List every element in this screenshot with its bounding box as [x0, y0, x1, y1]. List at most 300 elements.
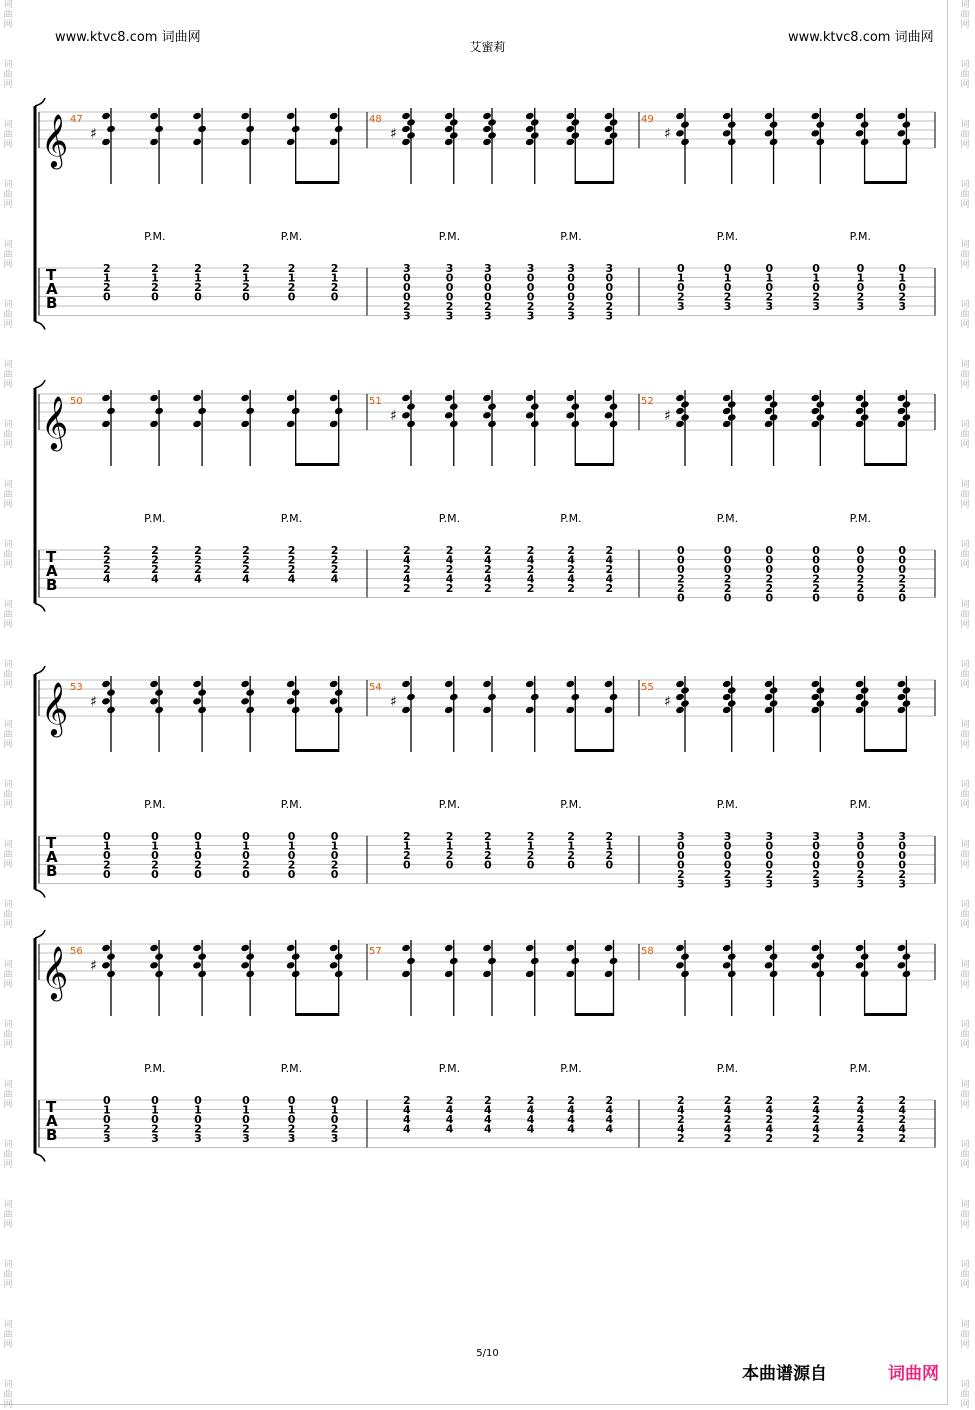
tab-fret-number: 0	[330, 1113, 339, 1126]
tab-fret-number: 0	[330, 830, 339, 843]
tab-fret-number: 4	[812, 1103, 820, 1117]
tab-fret-number: 2	[898, 1113, 907, 1126]
note-head	[722, 944, 732, 952]
watermark-glyph: 词 曲 网	[960, 540, 970, 570]
tab-fret-number: 2	[567, 830, 575, 843]
tab-fret-number: 2	[287, 858, 296, 872]
tab-fret-number: 4	[445, 1103, 454, 1117]
watermark-glyph: 词 曲 网	[3, 1020, 13, 1050]
watermark-glyph: 词 曲 网	[3, 1200, 13, 1230]
tab-fret-number: 2	[445, 563, 454, 576]
note-head	[722, 407, 732, 415]
measure-48	[369, 108, 618, 323]
tab-fret-number: 2	[723, 290, 732, 304]
tab-fret-number: 0	[898, 849, 907, 862]
tab-fret-number: 2	[242, 262, 250, 275]
note-head	[286, 680, 296, 688]
measure-number: 58	[641, 946, 654, 957]
tab-fret-number: 1	[403, 839, 411, 853]
tab-fret-number: 4	[765, 1103, 774, 1117]
tab-fret-number: 3	[526, 309, 535, 323]
note-head	[286, 112, 296, 120]
tab-fret-number: 1	[526, 839, 535, 853]
note-beam	[296, 749, 339, 752]
tab-fret-number: 2	[765, 1132, 774, 1145]
page-number: 5/10	[476, 1348, 499, 1359]
note-head	[855, 394, 865, 402]
tab-fret-number: 0	[526, 271, 535, 285]
tab-fret-number: 4	[151, 572, 159, 586]
tab-fret-number: 0	[194, 849, 202, 862]
tab-fret-number: 2	[677, 572, 685, 586]
tab-fret-number: 2	[330, 281, 339, 294]
tab-fret-number: 0	[765, 544, 774, 557]
note-head	[329, 944, 339, 952]
tab-fret-number: 4	[403, 1103, 411, 1117]
note-head	[240, 394, 250, 402]
tab-fret-number: 2	[151, 544, 159, 557]
note-head	[329, 680, 339, 688]
note-head	[722, 112, 732, 120]
watermark-glyph: 词 曲 网	[960, 1320, 970, 1350]
tab-fret-number: 0	[677, 553, 685, 567]
tab-fret-number: 0	[567, 271, 575, 285]
tab-fret-number: 3	[151, 1132, 159, 1145]
note-head	[149, 944, 159, 952]
tab-fret-number: 2	[287, 544, 296, 557]
note-head	[401, 944, 411, 952]
tab-fret-number: 0	[677, 591, 685, 605]
tab-fret-number: 0	[445, 858, 454, 872]
tab-fret-number: 2	[330, 553, 339, 567]
measure-number: 51	[369, 396, 382, 407]
palm-mute-label: P.M.	[438, 230, 461, 243]
tab-fret-number: 0	[812, 591, 820, 605]
tab-fret-number: 4	[484, 1103, 492, 1117]
bracket-hook-bottom	[35, 604, 45, 612]
watermark-glyph: 词 曲 网	[3, 1320, 13, 1350]
tab-fret-number: 2	[484, 1094, 492, 1107]
tab-fret-number: 0	[103, 849, 111, 862]
tab-fret-number: 2	[765, 868, 774, 881]
tab-fret-number: 2	[677, 290, 685, 304]
note-head	[482, 944, 492, 952]
tab-fret-number: 0	[856, 849, 865, 862]
tab-fret-number: 2	[484, 563, 492, 576]
watermark-glyph: 词 曲 网	[3, 960, 13, 990]
note-head	[897, 112, 907, 120]
tab-fret-number: 2	[103, 858, 111, 872]
treble-clef-icon: 𝄞	[41, 945, 69, 999]
tab-fret-number: 4	[445, 553, 454, 567]
note-head	[722, 693, 732, 701]
watermark-glyph: 词 曲 网	[960, 720, 970, 750]
tab-fret-number: 4	[484, 1122, 492, 1136]
note-head	[811, 693, 821, 701]
note-head	[525, 944, 535, 952]
palm-mute-label: P.M.	[280, 230, 303, 243]
bracket-hook-top	[35, 666, 45, 674]
tab-fret-number: 4	[526, 572, 535, 586]
tab-fret-number: 4	[403, 1113, 411, 1126]
tab-fret-number: 2	[723, 868, 732, 881]
tab-fret-number: 3	[812, 830, 820, 843]
note-head	[855, 944, 865, 952]
tab-clef-letter: T	[46, 266, 57, 284]
watermark-glyph: 词 曲 网	[3, 240, 13, 270]
tab-fret-number: 0	[242, 868, 250, 881]
tab-fret-number: 2	[856, 1094, 865, 1107]
note-head	[192, 394, 202, 402]
note-head	[811, 407, 821, 415]
tab-fret-number: 4	[445, 1113, 454, 1126]
tab-fret-number: 4	[484, 553, 492, 567]
tab-fret-number: 3	[567, 262, 575, 275]
tab-fret-number: 2	[242, 563, 250, 576]
tab-fret-number: 0	[242, 849, 250, 862]
tab-fret-number: 4	[898, 1103, 907, 1117]
tab-fret-number: 1	[151, 839, 159, 853]
note-head	[401, 394, 411, 402]
tab-fret-number: 2	[403, 1094, 411, 1107]
note-head	[101, 394, 111, 402]
tab-fret-number: 0	[677, 544, 685, 557]
note-head	[101, 112, 111, 120]
tab-fret-number: 3	[287, 1132, 296, 1145]
tab-fret-number: 2	[765, 582, 774, 595]
note-head	[675, 394, 685, 402]
tab-fret-number: 4	[484, 572, 492, 586]
tab-fret-number: 1	[242, 839, 250, 853]
tab-fret-number: 2	[567, 300, 575, 313]
watermark-glyph: 词 曲 网	[3, 900, 13, 930]
sharp-accidental: ♯	[390, 126, 397, 142]
tab-fret-number: 1	[103, 1103, 111, 1117]
tab-fret-number: 2	[765, 1094, 774, 1107]
tab-fret-number: 0	[242, 830, 250, 843]
tab-fret-number: 0	[812, 849, 820, 862]
tab-fret-number: 0	[403, 271, 411, 285]
tab-fret-number: 2	[445, 1094, 454, 1107]
tab-fret-number: 0	[151, 830, 159, 843]
note-head	[149, 394, 159, 402]
tab-fret-number: 2	[605, 300, 614, 313]
note-beam	[575, 181, 613, 184]
note-head	[855, 112, 865, 120]
tab-fret-number: 4	[567, 572, 575, 586]
tab-fret-number: 4	[287, 572, 296, 586]
tab-fret-number: 0	[194, 1094, 202, 1107]
measure-number: 57	[369, 946, 382, 957]
watermark-glyph: 词 曲 网	[960, 360, 970, 390]
tab-fret-number: 4	[605, 1103, 614, 1117]
note-head	[811, 112, 821, 120]
tab-fret-number: 2	[812, 868, 820, 881]
tab-fret-number: 2	[445, 830, 454, 843]
note-head	[764, 680, 774, 688]
tab-clef-letter: T	[46, 1098, 57, 1116]
tab-fret-number: 2	[103, 563, 111, 576]
tab-fret-number: 2	[856, 290, 865, 304]
tab-fret-number: 0	[856, 563, 865, 576]
note-head	[401, 125, 411, 133]
treble-clef-icon: 𝄞	[41, 395, 69, 449]
measure-55	[641, 676, 911, 891]
tab-fret-number: 4	[330, 572, 339, 586]
tab-fret-number: 2	[151, 553, 159, 567]
tab-fret-number: 0	[605, 290, 614, 304]
note-head	[604, 394, 614, 402]
tab-fret-number: 2	[605, 563, 614, 576]
tab-fret-number: 4	[484, 1113, 492, 1126]
tab-fret-number: 2	[151, 262, 159, 275]
tab-fret-number: 3	[484, 262, 492, 275]
tab-fret-number: 2	[765, 1113, 774, 1126]
note-beam	[575, 463, 613, 466]
tab-fret-number: 2	[484, 544, 492, 557]
tab-fret-number: 0	[194, 830, 202, 843]
tab-clef-letter: B	[46, 576, 58, 594]
tab-fret-number: 2	[194, 1122, 202, 1136]
tab-fret-number: 1	[103, 839, 111, 853]
note-head	[149, 680, 159, 688]
tab-fret-number: 4	[856, 1122, 865, 1136]
note-head	[192, 112, 202, 120]
note-head	[240, 112, 250, 120]
note-head	[722, 394, 732, 402]
tab-fret-number: 0	[445, 271, 454, 285]
tab-fret-number: 3	[898, 300, 907, 313]
tab-fret-number: 0	[812, 563, 820, 576]
watermark-glyph: 词 曲 网	[3, 780, 13, 810]
tab-fret-number: 0	[103, 1094, 111, 1107]
header-site-left[interactable]: www.ktvc8.com 词曲网	[55, 30, 201, 45]
note-head	[444, 112, 454, 120]
tab-fret-number: 2	[151, 1122, 159, 1136]
note-head	[329, 112, 339, 120]
tab-fret-number: 2	[898, 290, 907, 304]
tab-fret-number: 4	[242, 572, 250, 586]
note-head	[675, 693, 685, 701]
tab-fret-number: 1	[812, 271, 820, 285]
tab-fret-number: 2	[677, 582, 685, 595]
note-head	[897, 680, 907, 688]
tab-fret-number: 2	[723, 1113, 732, 1126]
note-head	[565, 394, 575, 402]
tab-fret-number: 2	[287, 281, 296, 294]
tab-fret-number: 2	[242, 1122, 250, 1136]
note-head	[286, 394, 296, 402]
header-site-right[interactable]: www.ktvc8.com 词曲网	[788, 30, 934, 45]
tab-fret-number: 0	[812, 262, 820, 275]
tab-fret-number: 0	[605, 271, 614, 285]
tab-fret-number: 0	[242, 1113, 250, 1126]
treble-clef-icon: 𝄞	[41, 681, 69, 735]
tab-fret-number: 2	[856, 1113, 865, 1126]
tab-fret-number: 0	[151, 1094, 159, 1107]
tab-fret-number: 0	[765, 553, 774, 567]
tab-fret-number: 2	[445, 300, 454, 313]
tab-fret-number: 1	[765, 271, 774, 285]
palm-mute-label: P.M.	[849, 798, 871, 811]
tab-fret-number: 0	[194, 290, 202, 304]
tab-fret-number: 2	[856, 868, 865, 881]
tab-fret-number: 0	[765, 591, 774, 605]
tab-fret-number: 3	[242, 1132, 250, 1145]
tab-fret-number: 0	[151, 290, 159, 304]
tab-fret-number: 0	[812, 281, 820, 294]
tab-fret-number: 2	[194, 563, 202, 576]
tab-fret-number: 1	[194, 271, 202, 285]
tab-fret-number: 4	[526, 1103, 535, 1117]
watermark-glyph: 词 曲 网	[3, 120, 13, 150]
tab-fret-number: 0	[484, 858, 492, 872]
system-1	[35, 98, 935, 330]
tab-clef-letter: T	[46, 548, 57, 566]
tab-fret-number: 2	[765, 290, 774, 304]
tab-fret-number: 3	[765, 830, 774, 843]
note-head	[444, 680, 454, 688]
watermark-glyph: 词 曲 网	[3, 480, 13, 510]
tab-fret-number: 0	[812, 544, 820, 557]
bracket-hook-top	[35, 930, 45, 938]
tab-fret-number: 0	[151, 868, 159, 881]
tab-fret-number: 0	[898, 563, 907, 576]
note-head	[604, 112, 614, 120]
tab-fret-number: 0	[287, 1113, 296, 1126]
tab-fret-number: 3	[677, 300, 685, 313]
tab-fret-number: 2	[812, 1094, 820, 1107]
tab-fret-number: 0	[103, 1113, 111, 1126]
sharp-accidental: ♯	[664, 126, 671, 142]
tab-fret-number: 1	[445, 839, 454, 853]
tab-fret-number: 0	[403, 290, 411, 304]
tab-fret-number: 0	[856, 858, 865, 872]
tab-fret-number: 2	[856, 572, 865, 586]
tab-fret-number: 2	[151, 281, 159, 294]
tab-fret-number: 2	[677, 1113, 685, 1126]
tab-fret-number: 2	[723, 1132, 732, 1145]
tab-fret-number: 2	[898, 1132, 907, 1145]
watermark-glyph: 词 曲 网	[960, 840, 970, 870]
palm-mute-label: P.M.	[144, 512, 166, 525]
note-head	[482, 112, 492, 120]
tab-fret-number: 4	[723, 1103, 732, 1117]
tab-fret-number: 1	[898, 271, 907, 285]
tab-fret-number: 2	[898, 868, 907, 881]
tab-fret-number: 0	[287, 1094, 296, 1107]
watermark-glyph: 词 曲 网	[960, 660, 970, 690]
sharp-accidental: ♯	[90, 126, 97, 142]
note-head	[675, 680, 685, 688]
note-head	[565, 125, 575, 133]
tab-clef-letter: B	[46, 294, 58, 312]
tab-fret-number: 2	[403, 849, 411, 862]
tab-fret-number: 4	[403, 572, 411, 586]
tab-fret-number: 1	[287, 1103, 296, 1117]
footer-brand[interactable]: 词曲网	[888, 1364, 939, 1384]
tab-fret-number: 2	[677, 1132, 685, 1145]
tab-fret-number: 2	[898, 1094, 907, 1107]
watermark-glyph: 词 曲 网	[3, 840, 13, 870]
note-head	[565, 944, 575, 952]
tab-fret-number: 2	[605, 830, 614, 843]
bracket-hook-bottom	[35, 1154, 45, 1162]
tab-fret-number: 2	[526, 300, 535, 313]
note-head	[192, 944, 202, 952]
note-head	[675, 112, 685, 120]
tab-fret-number: 0	[723, 849, 732, 862]
note-head	[722, 680, 732, 688]
tab-fret-number: 0	[723, 553, 732, 567]
tab-fret-number: 4	[526, 553, 535, 567]
palm-mute-label: P.M.	[849, 230, 871, 243]
tab-fret-number: 0	[287, 290, 296, 304]
tab-clef-letter: B	[46, 1126, 58, 1144]
watermark-glyph: 词 曲 网	[3, 360, 13, 390]
note-head	[897, 407, 907, 415]
tab-fret-number: 3	[103, 1132, 111, 1145]
tab-fret-number: 0	[898, 281, 907, 294]
tab-fret-number: 0	[605, 281, 614, 294]
measure-number: 54	[369, 682, 382, 693]
tab-fret-number: 2	[445, 544, 454, 557]
tab-fret-number: 0	[677, 858, 685, 872]
tab-fret-number: 2	[151, 563, 159, 576]
tab-fret-number: 4	[856, 1103, 865, 1117]
tab-fret-number: 2	[526, 1094, 535, 1107]
note-head	[149, 112, 159, 120]
tab-fret-number: 3	[856, 300, 865, 313]
tab-fret-number: 0	[445, 281, 454, 294]
measure-50	[70, 390, 343, 586]
tab-fret-number: 1	[194, 1103, 202, 1117]
palm-mute-label: P.M.	[560, 1062, 582, 1075]
palm-mute-label: P.M.	[144, 230, 166, 243]
tab-fret-number: 0	[103, 830, 111, 843]
tab-fret-number: 0	[445, 290, 454, 304]
tab-fret-number: 4	[677, 1103, 685, 1117]
note-head	[444, 394, 454, 402]
tab-fret-number: 2	[194, 858, 202, 872]
note-head	[855, 693, 865, 701]
tab-fret-number: 0	[526, 290, 535, 304]
sharp-accidental: ♯	[664, 694, 671, 710]
note-head	[240, 944, 250, 952]
sharp-accidental: ♯	[90, 694, 97, 710]
watermark-glyph: 词 曲 网	[3, 180, 13, 210]
tab-fret-number: 2	[723, 582, 732, 595]
tab-fret-number: 2	[856, 1132, 865, 1145]
tab-fret-number: 2	[330, 1122, 339, 1136]
tab-fret-number: 4	[526, 1113, 535, 1126]
tab-fret-number: 2	[330, 858, 339, 872]
tab-fret-number: 0	[723, 544, 732, 557]
tab-fret-number: 0	[723, 262, 732, 275]
tab-fret-number: 2	[567, 582, 575, 595]
note-beam	[865, 1013, 907, 1016]
tab-fret-number: 0	[151, 1113, 159, 1126]
tab-fret-number: 3	[445, 309, 454, 323]
tab-fret-number: 2	[605, 1094, 614, 1107]
tab-fret-number: 0	[151, 849, 159, 862]
watermark-glyph: 词 曲 网	[960, 60, 970, 90]
palm-mute-label: P.M.	[280, 512, 303, 525]
palm-mute-label: P.M.	[560, 230, 582, 243]
measure-54	[369, 676, 618, 872]
footer-source-label: 本曲谱源自	[742, 1364, 827, 1384]
note-beam	[575, 749, 613, 752]
